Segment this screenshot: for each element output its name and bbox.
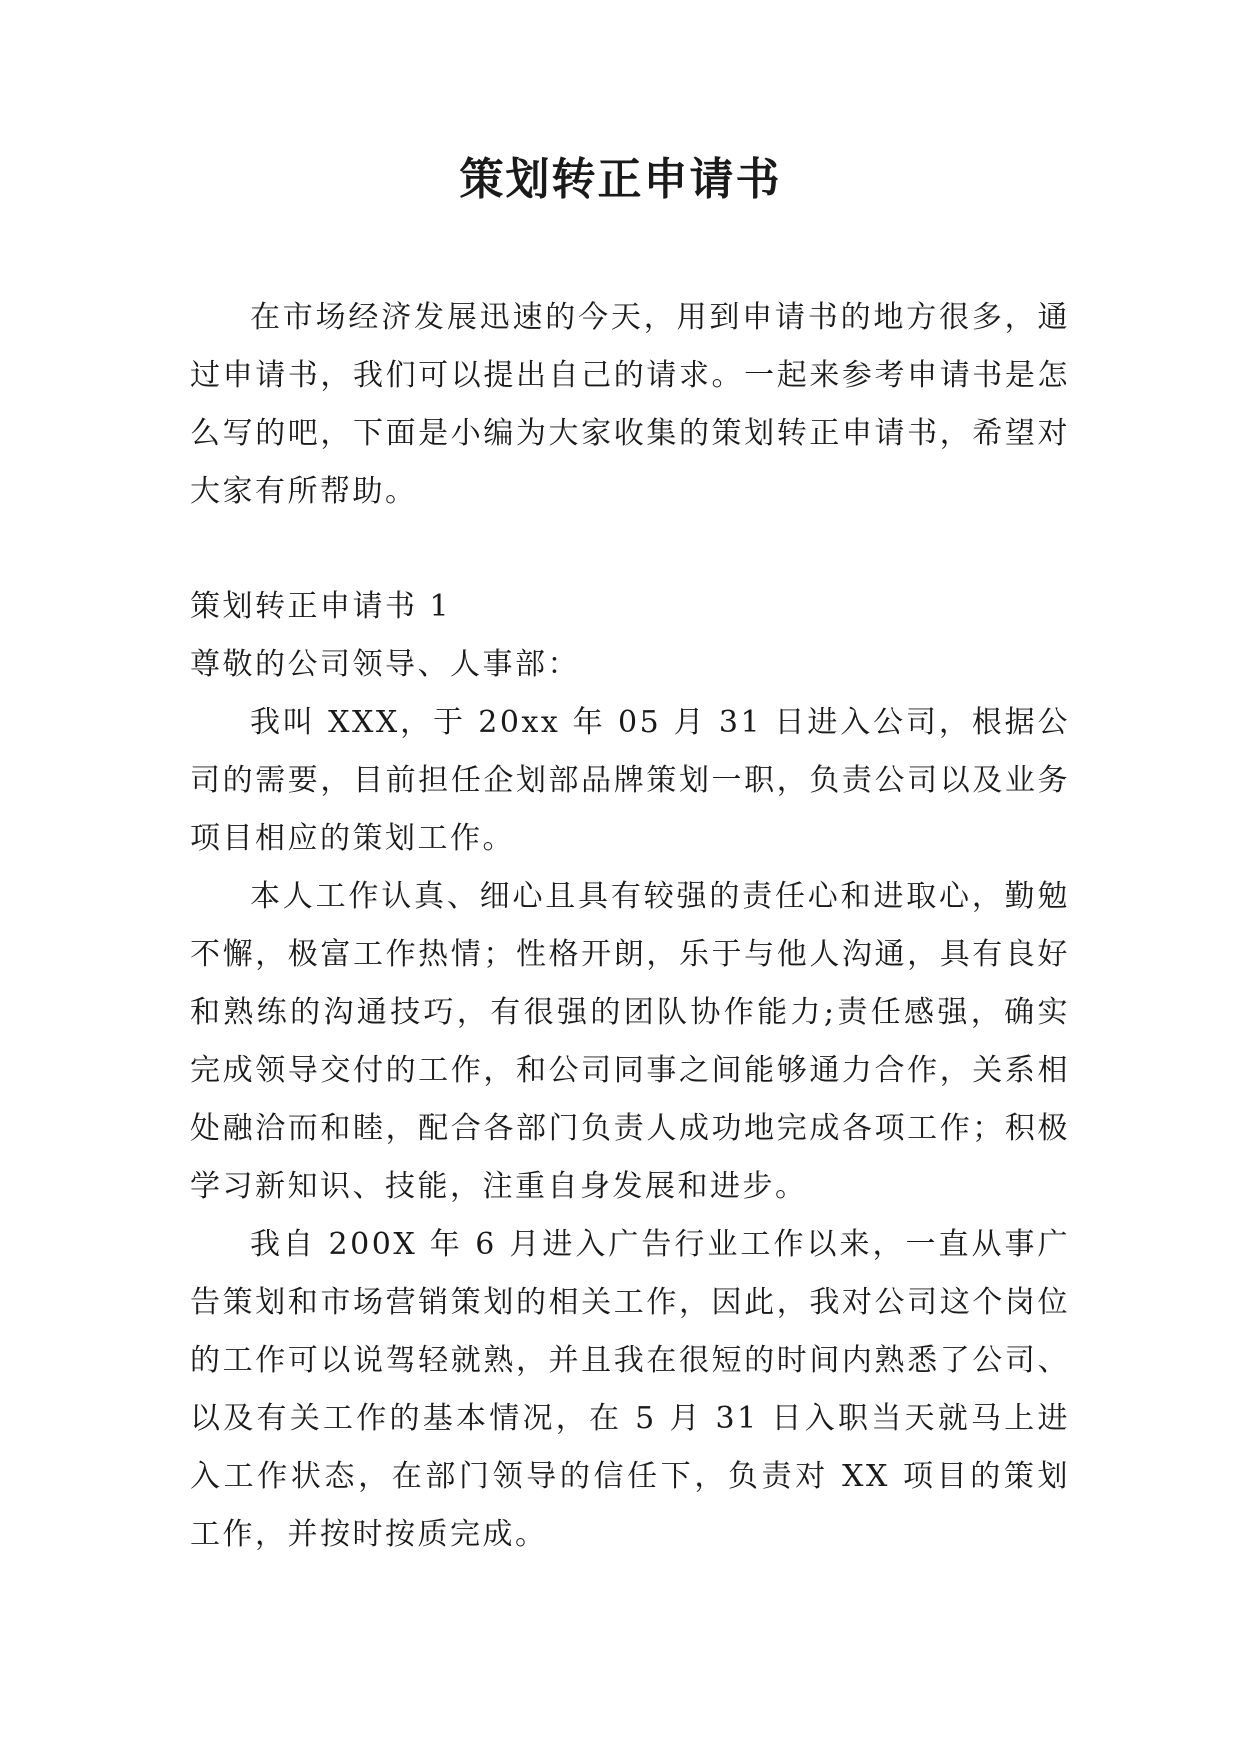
body-paragraph: 本人工作认真、细心且具有较强的责任心和进取心，勤勉不懈，极富工作热情；性格开朗，乐于与他人沟通，具有良好和熟练的沟通技巧，有很强的团队协作能力;责任感强，确实完成领导交付的工作，和公司同事之间能够通力合作，关系相处融洽而和睦，配合各部门负责人成功地完成各项工作；积极学习新知识、技能，注重自身发展和进步。 — [190, 879, 1070, 1204]
section-heading: 策划转正申请书 1 — [190, 589, 452, 624]
letter-section — [190, 578, 1070, 1564]
salutation: 尊敬的公司领导、人事部： — [190, 647, 580, 682]
intro-paragraph: 在市场经济发展迅速的今天，用到申请书的地方很多，通过申请书，我们可以提出自己的请求。一起来参考申请书是怎么写的吧，下面是小编为大家收集的策划转正申请书，希望对大家有所帮助。 — [190, 300, 1070, 509]
intro-block — [190, 289, 1070, 521]
document-title: 策划转正申请书 — [459, 154, 782, 205]
body-paragraph: 我自 200X 年 6 月进入广告行业工作以来，一直从事广告策划和市场营销策划的相关工作，因此，我对公司这个岗位的工作可以说驾轻就熟，并且我在很短的时间内熟悉了公司、以及有关工作的基本情况，在 5 月 31 日入职当天就马上进入工作状态，在部门领导的信任下，负责对 XX 项目的策划工作，并按时按质完成。 — [190, 1227, 1070, 1552]
body-paragraph: 我叫 XXX，于 20xx 年 05 月 31 日进入公司，根据公司的需要，目前担任企划部品牌策划一职，负责公司以及业务项目相应的策划工作。 — [190, 705, 1070, 856]
